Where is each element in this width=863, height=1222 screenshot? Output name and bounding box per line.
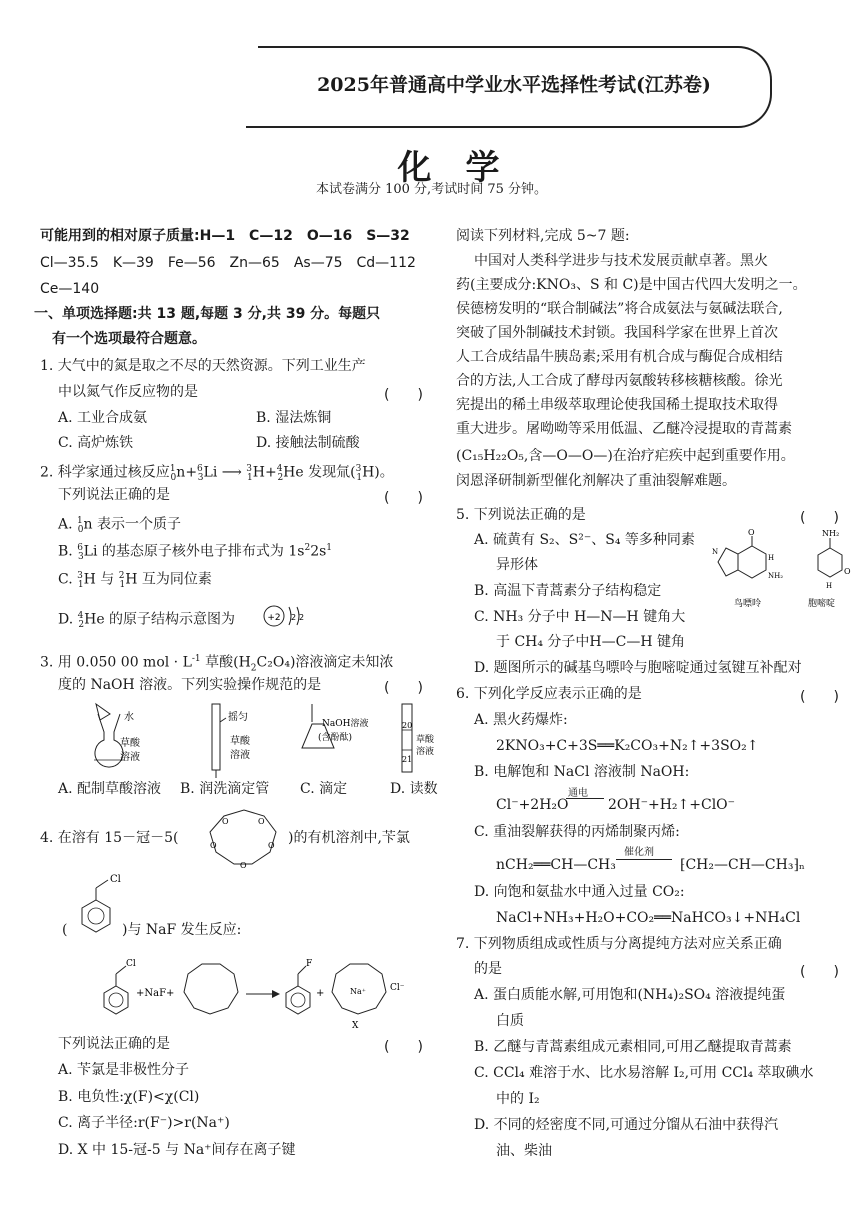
q1-answer-paren: ( ) xyxy=(384,387,423,403)
svg-text:NaOH溶液: NaOH溶液 xyxy=(322,719,369,729)
q6-answer-paren: ( ) xyxy=(800,689,839,705)
svg-text:Cl: Cl xyxy=(110,874,121,885)
cytosine-structure xyxy=(804,526,860,612)
q6-option-c-eq-right: ⁅CH₂—CH—CH₃⁆ₙ xyxy=(680,857,805,873)
svg-text:溶液: 溶液 xyxy=(120,752,140,763)
q4-option-c: C. 离子半径:r(F⁻)>r(Na⁺) xyxy=(58,1115,230,1131)
q3-answer-paren: ( ) xyxy=(384,680,423,696)
svg-text:O: O xyxy=(268,841,275,850)
svg-text:H: H xyxy=(826,582,833,590)
q3-figure-reading xyxy=(392,700,452,780)
q6-option-b-arrow xyxy=(566,798,604,799)
q7-stem-2: 的是 xyxy=(474,961,502,977)
q4-option-d: D. X 中 15-冠-5 与 Na⁺间存在离子键 xyxy=(58,1142,296,1158)
svg-text:2: 2 xyxy=(291,613,297,622)
q6-option-b-eq-right: 2OH⁻+H₂↑+ClO⁻ xyxy=(608,797,736,813)
svg-text:+NaF+: +NaF+ xyxy=(136,988,175,999)
svg-text:鸟嘌呤: 鸟嘌呤 xyxy=(734,599,762,609)
svg-text:2: 2 xyxy=(299,613,305,622)
q6-option-a: A. 黑火药爆炸: xyxy=(474,712,568,728)
svg-text:F: F xyxy=(306,959,313,969)
q4-reaction-scheme xyxy=(96,950,436,1030)
exam-info: 本试卷满分 100 分,考试时间 75 分钟。 xyxy=(315,182,548,197)
svg-text:草酸: 草酸 xyxy=(120,738,140,749)
q3-figure-titration xyxy=(290,700,370,780)
svg-text:20: 20 xyxy=(402,721,413,730)
atomic-mass-line-2: Cl—35.5 K—39 Fe—56 Zn—65 As—75 Cd—112 xyxy=(40,255,416,271)
q3-option-d: D. 读数 xyxy=(390,781,438,797)
q6-option-d-equation: NaCl+NH₃+H₂O+CO₂══NaHCO₃↓+NH₄Cl xyxy=(496,910,801,926)
q6-option-a-equation: 2KNO₃+C+3S══K₂CO₃+N₂↑+3SO₂↑ xyxy=(496,738,759,754)
svg-text:O: O xyxy=(844,567,851,576)
svg-text:21: 21 xyxy=(402,755,413,764)
q4-stem-2: )与 NaF 发生反应: xyxy=(122,922,242,938)
svg-text:O: O xyxy=(240,861,247,870)
q3-figure-flask xyxy=(74,700,154,780)
passage-line-6: 合的方法,人工合成了酵母丙氨酸转移核糖核酸。徐光 xyxy=(456,373,783,389)
svg-text:NH₂: NH₂ xyxy=(822,529,840,538)
reading-intro: 阅读下列材料,完成 5~7 题: xyxy=(456,228,630,244)
q2-option-b: B. $^6_3$Li 的基态原子核外电子排布式为 $1s^22s^1$ xyxy=(58,543,333,563)
q2-option-a: A. $^1_0$n 表示一个质子 xyxy=(58,516,181,536)
q7-option-a-1: A. 蛋白质能水解,可用饱和(NH₄)₂SO₄ 溶液提纯蛋 xyxy=(474,987,786,1003)
q6-option-b-condition: 通电 xyxy=(568,788,588,799)
q6-option-b-eq-left: Cl⁻+2H₂O xyxy=(496,797,569,813)
q5-stem: 5. 下列说法正确的是 xyxy=(456,507,586,523)
passage-line-3: 侯德榜发明的“联合制碱法”将合成氨法与氨碱法联合, xyxy=(456,301,783,317)
q3-option-c: C. 滴定 xyxy=(300,781,348,797)
q1-option-b: B. 湿法炼铜 xyxy=(256,410,332,426)
passage-line-2: 药(主要成分:KNO₃、S 和 C)是中国古代四大发明之一。 xyxy=(456,277,807,293)
svg-text:O: O xyxy=(210,841,217,850)
svg-text:草酸: 草酸 xyxy=(230,736,250,747)
atomic-mass-line-3: Ce—140 xyxy=(40,281,100,297)
q6-stem: 6. 下列化学反应表示正确的是 xyxy=(456,686,642,702)
q1-stem-2: 中以氮气作反应物的是 xyxy=(58,384,198,400)
passage-line-4: 突破了国外制碱技术封锁。我国科学家在世界上首次 xyxy=(456,325,778,341)
q3-option-a: A. 配制草酸溶液 xyxy=(58,781,162,797)
q6-option-c-arrow xyxy=(616,859,672,860)
q6-option-c-condition: 催化剂 xyxy=(624,847,654,858)
q2-option-d: D. $^4_2$He 的原子结构示意图为 xyxy=(58,611,236,631)
q7-stem-1: 7. 下列物质组成或性质与分离提纯方法对应关系正确 xyxy=(456,936,782,952)
q6-option-c: C. 重油裂解获得的丙烯制聚丙烯: xyxy=(474,824,680,840)
q2-stem-1: 2. 科学家通过核反应$^1_0$n+$^6_3$Li ⟶ $^3_1$H+$^4_2$He 发现氚($^3_1$H)。 xyxy=(40,464,394,484)
svg-text:Na⁺: Na⁺ xyxy=(350,987,366,996)
passage-line-9: (C₁₅H₂₂O₅,含—O—O—)在治疗疟疾中起到重要作用。 xyxy=(456,448,795,464)
q4-stem-1-right: )的有机溶剂中,苄氯 xyxy=(288,830,410,846)
svg-text:O: O xyxy=(222,817,229,826)
q6-option-c-eq-left: nCH₂══CH—CH₃ xyxy=(496,857,616,873)
q5-option-b: B. 高温下青蒿素分子结构稳定 xyxy=(474,583,662,599)
atomic-mass-line-1: 可能用到的相对原子质量:H—1 C—12 O—16 S—32 xyxy=(40,228,410,244)
passage-line-10: 闵恩泽研制新型催化剂解决了重油裂解难题。 xyxy=(456,473,736,489)
q2-stem-2: 下列说法正确的是 xyxy=(58,487,170,503)
passage-line-7: 宪提出的稀土串级萃取理论使我国稀土提取技术取得 xyxy=(456,397,778,413)
q2-option-c: C. $^3_1$H 与 $^2_1$H 互为同位素 xyxy=(58,571,212,591)
guanine-structure xyxy=(712,526,808,612)
q6-option-b: B. 电解饱和 NaCl 溶液制 NaOH: xyxy=(474,764,690,780)
svg-text:溶液: 溶液 xyxy=(416,747,435,757)
svg-text:水: 水 xyxy=(124,712,134,723)
benzyl-chloride-structure xyxy=(66,870,126,944)
q7-option-d-1: D. 不同的烃密度不同,可通过分馏从石油中获得汽 xyxy=(474,1117,779,1133)
q1-stem-1: 1. 大气中的氮是取之不尽的天然资源。下列工业生产 xyxy=(40,358,366,374)
q1-option-c: C. 高炉炼铁 xyxy=(58,435,134,451)
svg-text:(含酚酞): (含酚酞) xyxy=(318,733,353,743)
q6-option-d: D. 向饱和氨盐水中通入过量 CO₂: xyxy=(474,884,685,900)
q5-option-d: D. 题图所示的碱基鸟嘌呤与胞嘧啶通过氢键互补配对 xyxy=(474,660,802,676)
q4-stem-1-left: 4. 在溶有 15－冠－5( xyxy=(40,830,179,846)
q3-stem-2: 度的 NaOH 溶液。下列实验操作规范的是 xyxy=(58,677,322,693)
q5-option-a-2: 异形体 xyxy=(496,557,538,573)
q5-option-c-2: 于 CH₄ 分子中H—C—H 键角 xyxy=(496,634,686,650)
q4-stem-3: 下列说法正确的是 xyxy=(58,1036,170,1052)
q1-option-d: D. 接触法制硫酸 xyxy=(256,435,360,451)
section-heading-2: 有一个选项最符合题意。 xyxy=(52,331,206,347)
svg-text:O: O xyxy=(258,817,265,826)
svg-text:O: O xyxy=(748,528,755,537)
atom-structure-diagram xyxy=(262,603,308,629)
svg-text:胞嘧啶: 胞嘧啶 xyxy=(808,599,836,609)
q5-option-c-1: C. NH₃ 分子中 H—N—H 键角大 xyxy=(474,609,686,625)
svg-text:X: X xyxy=(352,1021,359,1030)
svg-text:+2: +2 xyxy=(267,613,281,623)
q4-option-b: B. 电负性:χ(F)<χ(Cl) xyxy=(58,1089,200,1105)
passage-line-8: 重大进步。屠呦呦等采用低温、乙醚冷浸提取的青蒿素 xyxy=(456,421,792,437)
q7-option-c-1: C. CCl₄ 难溶于水、比水易溶解 I₂,可用 CCl₄ 萃取碘水 xyxy=(474,1065,814,1081)
q5-option-a-1: A. 硫黄有 S₂、S²⁻、S₄ 等多种同素 xyxy=(474,532,695,548)
passage-line-1: 中国对人类科学进步与技术发展贡献卓著。黑火 xyxy=(474,253,768,269)
svg-text:+: + xyxy=(316,988,325,999)
svg-text:Cl: Cl xyxy=(126,959,136,969)
q3-figure-burette-rinse xyxy=(200,700,270,780)
q3-option-b: B. 润洗滴定管 xyxy=(180,781,270,797)
svg-text:Cl⁻: Cl⁻ xyxy=(390,983,405,993)
q3-stem-1: 3. 用 0.050 00 mol · $L^{-1}$ 草酸$(H_2C_2O_4)$溶液滴定未知浓 xyxy=(40,654,394,674)
q7-option-d-2: 油、柴油 xyxy=(496,1143,552,1159)
svg-text:N: N xyxy=(712,548,719,556)
passage-line-5: 人工合成结晶牛胰岛素;采用有机合成与酶促合成相结 xyxy=(456,349,783,365)
q4-option-a: A. 苄氯是非极性分子 xyxy=(58,1062,190,1078)
q4-answer-paren: ( ) xyxy=(384,1039,423,1055)
q7-answer-paren: ( ) xyxy=(800,964,839,980)
svg-text:溶液: 溶液 xyxy=(230,750,250,761)
q7-option-c-2: 中的 I₂ xyxy=(496,1091,540,1107)
q4-paren-open: ( xyxy=(62,922,68,938)
section-heading-1: 一、单项选择题:共 13 题,每题 3 分,共 39 分。每题只 xyxy=(34,306,381,322)
q7-option-b: B. 乙醚与青蒿素组成元素相同,可用乙醚提取青蒿素 xyxy=(474,1039,792,1055)
subject-title: 化学 xyxy=(397,148,534,188)
q1-option-a: A. 工业合成氨 xyxy=(58,410,148,426)
svg-text:H: H xyxy=(768,554,775,562)
q5-answer-paren: ( ) xyxy=(800,510,839,526)
svg-text:摇匀: 摇匀 xyxy=(228,712,248,723)
q2-answer-paren: ( ) xyxy=(384,490,423,506)
svg-text:草酸: 草酸 xyxy=(416,735,435,745)
crown-ether-structure xyxy=(204,806,284,870)
svg-text:NH₂: NH₂ xyxy=(768,572,784,580)
exam-title: 2025年普通高中学业水平选择性考试(江苏卷) xyxy=(317,74,711,96)
q7-option-a-2: 白质 xyxy=(496,1013,524,1029)
